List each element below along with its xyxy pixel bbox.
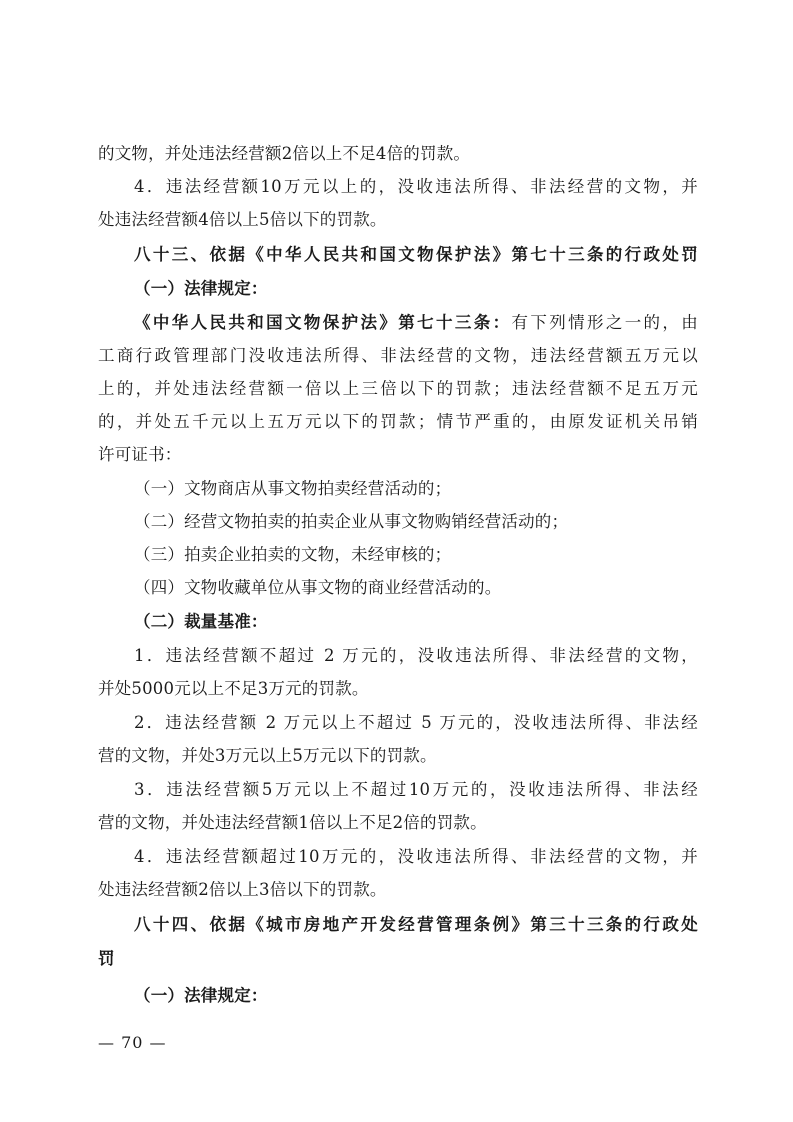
subheading-legal-provision: （一）法律规定：: [134, 986, 268, 1005]
law-article-text: 有下列情形之一的，由: [511, 313, 698, 332]
body-text-line: 处违法经营额2倍以上3倍以下的罚款。: [98, 880, 387, 899]
subheading-legal-provision: （一）法律规定：: [134, 279, 268, 298]
body-text-line: 的，并处五千元以上五万元以下的罚款；情节严重的，由原发证机关吊销: [98, 412, 698, 431]
body-text-line: 营的文物，并处违法经营额1倍以上不足2倍的罚款。: [98, 813, 487, 832]
page-number: — 70 —: [98, 1033, 167, 1052]
body-text-line: 上的，并处违法经营额一倍以上三倍以下的罚款；违法经营额不足五万元: [98, 379, 698, 398]
law-article-line: [134, 312, 698, 334]
body-text-line: 2．违法经营额 2 万元以上不超过 5 万元的，没收违法所得、非法经: [134, 713, 698, 732]
subheading-discretion-standard: （二）裁量基准：: [134, 612, 268, 631]
body-text-line: 并处5000元以上不足3万元的罚款。: [98, 679, 369, 698]
body-text-line: 4．违法经营额超过10万元的，没收违法所得、非法经营的文物，并: [134, 847, 698, 866]
body-text-line: 处违法经营额4倍以上5倍以下的罚款。: [98, 210, 387, 229]
list-item: （一）文物商店从事文物拍卖经营活动的；: [134, 479, 452, 498]
section-heading-83: 八十三、依据《中华人民共和国文物保护法》第七十三条的行政处罚: [134, 245, 698, 264]
body-text-line: 1．违法经营额不超过 2 万元的，没收违法所得、非法经营的文物，: [134, 646, 698, 665]
section-heading-84-continued: 罚: [98, 949, 115, 968]
body-text-line: 4．违法经营额10万元以上的，没收违法所得、非法经营的文物，并: [134, 177, 698, 196]
body-text-line: 许可证书：: [98, 445, 182, 464]
list-item: （三）拍卖企业拍卖的文物，未经审核的；: [134, 545, 452, 564]
list-item: （四）文物收藏单位从事文物的商业经营活动的。: [134, 578, 502, 597]
section-heading-84: 八十四、依据《城市房地产开发经营管理条例》第三十三条的行政处: [134, 915, 698, 934]
body-text-line: 营的文物，并处3万元以上5万元以下的罚款。: [98, 746, 437, 765]
list-item: （二）经营文物拍卖的拍卖企业从事文物购销经营活动的；: [134, 512, 569, 531]
body-text-line: 工商行政管理部门没收违法所得、非法经营的文物，违法经营额五万元以: [98, 346, 698, 365]
body-text-line: 3．违法经营额5万元以上不超过10万元的，没收违法所得、非法经: [134, 780, 698, 799]
body-text-line: 的文物，并处违法经营额2倍以上不足4倍的罚款。: [98, 144, 471, 163]
law-article-title: 《中华人民共和国文物保护法》第七十三条：: [134, 313, 512, 332]
